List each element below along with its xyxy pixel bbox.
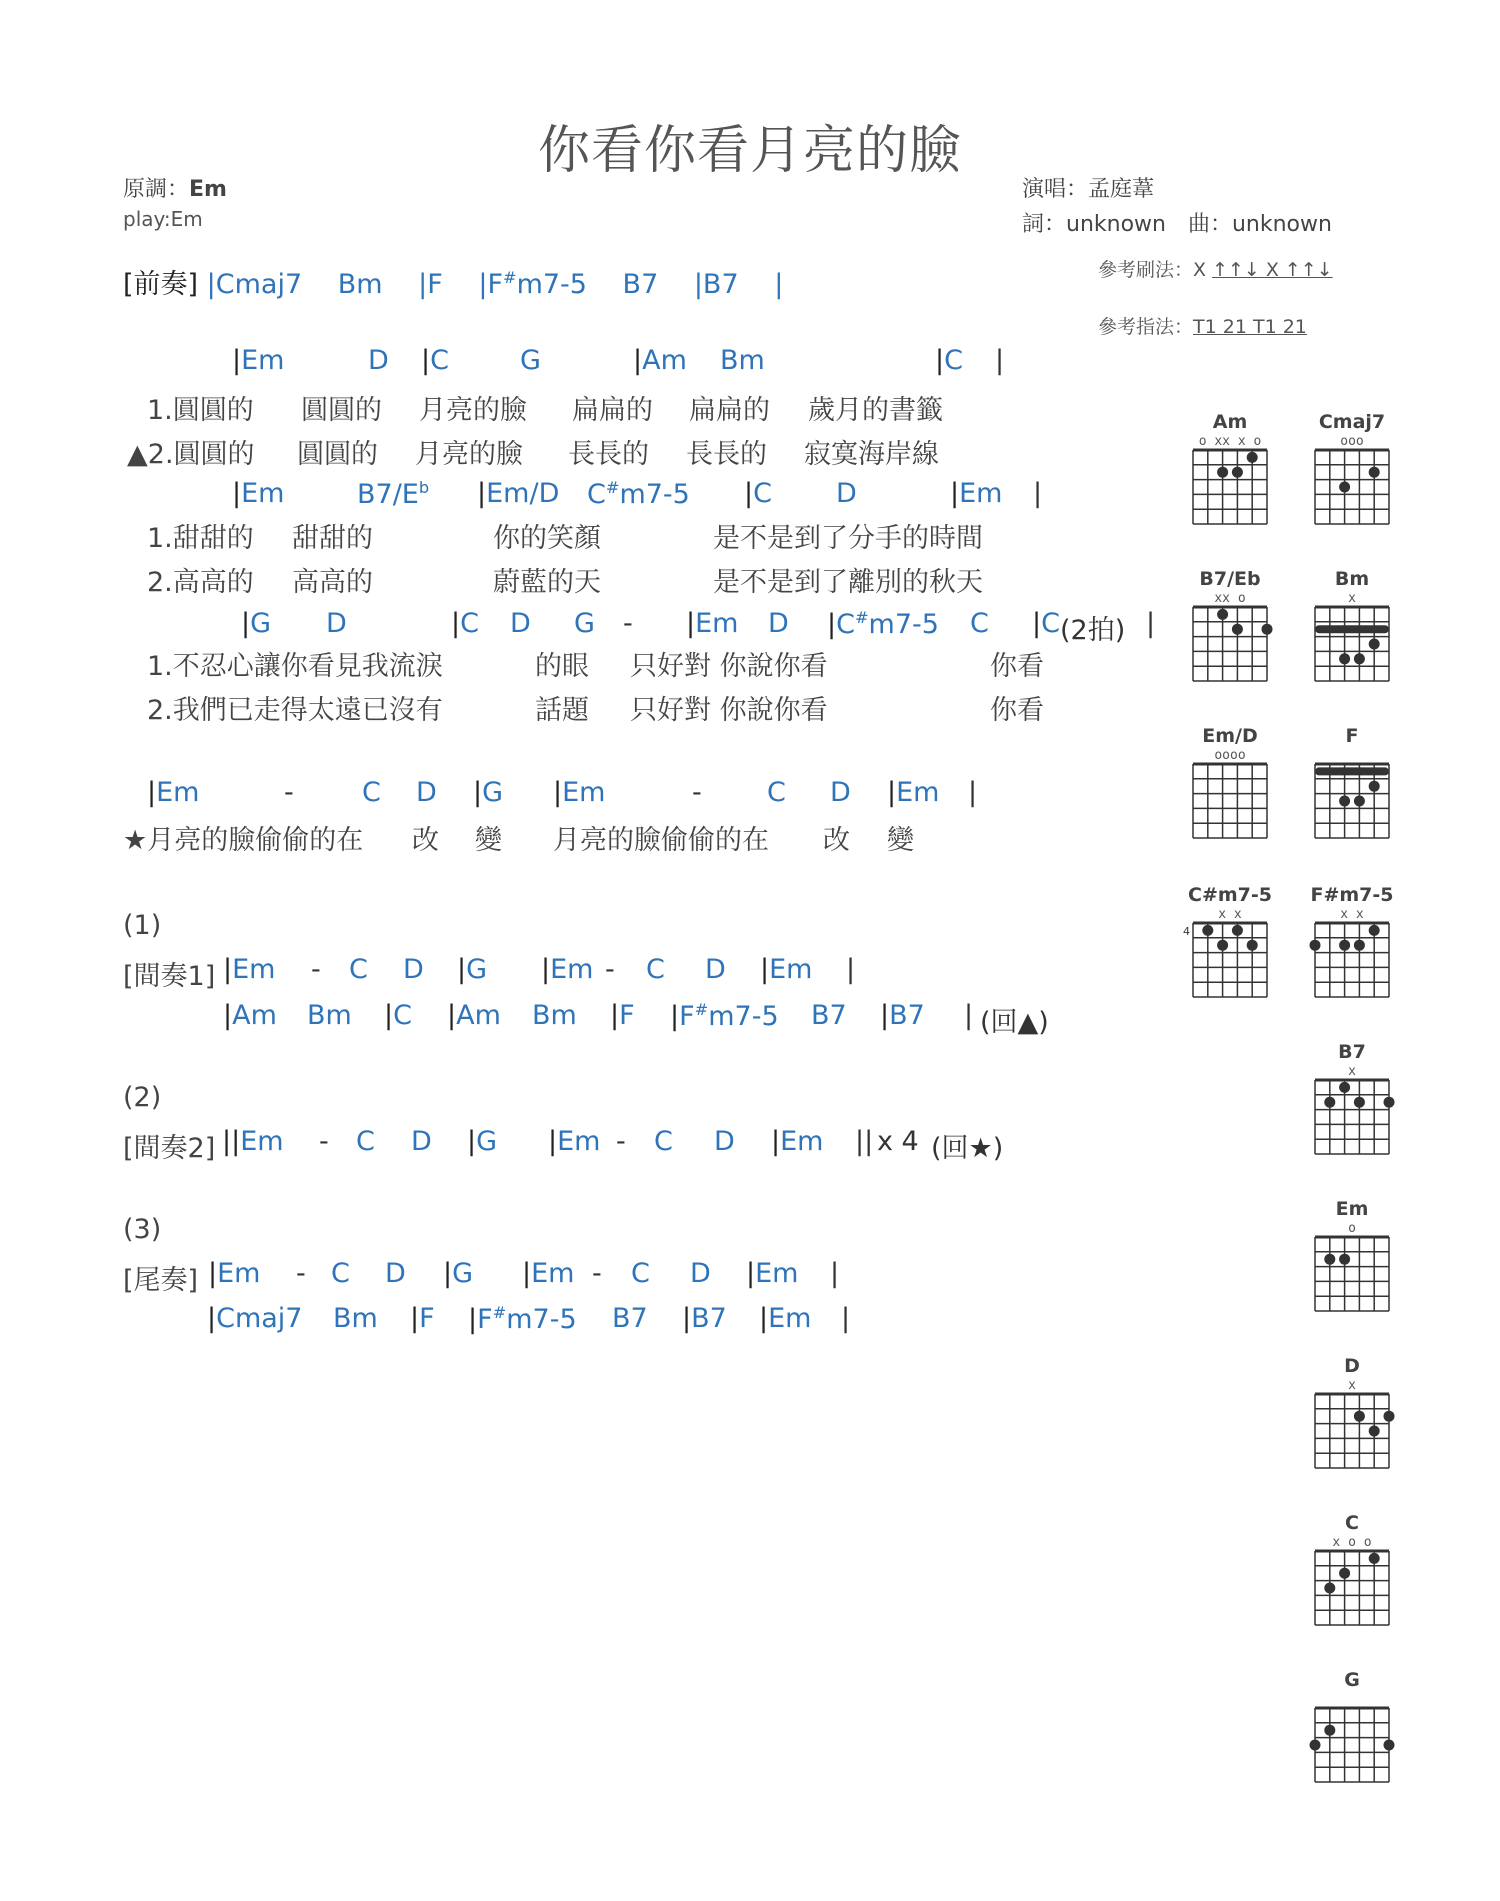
lyric: ★月亮的臉偷偷的在 bbox=[123, 825, 364, 856]
chord-diagram-b7eb bbox=[1170, 567, 1290, 697]
lyric: 變 bbox=[887, 825, 914, 856]
chord-diagram-name: B7 bbox=[1338, 1041, 1366, 1063]
pick-ref: 參考指法：T1 21 T1 21 bbox=[1098, 316, 1307, 338]
section-number: (1) bbox=[123, 910, 162, 941]
chord-diagram-name: Am bbox=[1212, 411, 1248, 433]
chord-diagram-name: F#m7-5 bbox=[1310, 884, 1394, 906]
chord: |F#m7-5 bbox=[670, 1000, 779, 1032]
chord: |G bbox=[457, 954, 488, 985]
chord: |Em bbox=[208, 1258, 261, 1289]
chord: - bbox=[319, 1126, 329, 1157]
lyric: 長長的 bbox=[686, 439, 767, 470]
chord: | bbox=[968, 777, 978, 808]
lyric: 改 bbox=[823, 825, 850, 856]
chord-diagram-d bbox=[1292, 1354, 1412, 1484]
chord: - bbox=[311, 954, 321, 985]
chord: |C bbox=[384, 1000, 412, 1031]
chord: |Em bbox=[232, 478, 285, 509]
chord: - bbox=[692, 777, 702, 808]
lyric: 1.圓圓的 bbox=[147, 395, 254, 426]
chord: |C bbox=[1032, 608, 1060, 639]
chord: |F#m7-5 bbox=[468, 1303, 577, 1335]
chord: Bm bbox=[307, 1000, 352, 1031]
chord-open-strings: x bbox=[1348, 591, 1356, 606]
lyric: 1.甜甜的 bbox=[147, 523, 254, 554]
interlude-tag: [間奏1] bbox=[123, 961, 216, 992]
chord-diagram-name: Bm bbox=[1334, 568, 1370, 590]
lyric: 圓圓的 bbox=[297, 439, 378, 470]
chord: - bbox=[623, 608, 633, 639]
chord: B7 bbox=[811, 1000, 847, 1031]
song-title: 你看你看月亮的臉 bbox=[537, 121, 962, 181]
chord-diagram-name: D bbox=[1344, 1355, 1360, 1377]
chord-open-strings: x x bbox=[1218, 907, 1242, 922]
chord-diagram-name: Em/D bbox=[1202, 725, 1258, 747]
chord: |Em bbox=[950, 478, 1003, 509]
chord: B7 bbox=[612, 1303, 648, 1334]
chord-open-strings: x x bbox=[1340, 907, 1364, 922]
chord: |Em bbox=[147, 777, 200, 808]
chord-diagram-name: Cmaj7 bbox=[1318, 411, 1386, 433]
chord: |Am bbox=[447, 1000, 501, 1031]
chord: C#m7-5 bbox=[587, 478, 690, 510]
lyric: 歲月的書籤 bbox=[808, 395, 943, 426]
chord-diagram-g bbox=[1292, 1668, 1412, 1798]
chord: D bbox=[714, 1126, 735, 1157]
chord-diagram-b7 bbox=[1292, 1040, 1412, 1170]
chord: |Em bbox=[541, 954, 594, 985]
chord: | bbox=[846, 954, 856, 985]
chord: - bbox=[284, 777, 294, 808]
chord: |Em/D bbox=[477, 478, 560, 509]
chord: D bbox=[416, 777, 437, 808]
chord: C bbox=[654, 1126, 673, 1157]
outro-tag: [尾奏] bbox=[123, 1265, 199, 1296]
chord: D bbox=[768, 608, 789, 639]
chord: C bbox=[362, 777, 381, 808]
chord: |Am bbox=[633, 345, 687, 376]
chord-diagram-em bbox=[1292, 1197, 1412, 1327]
chord: C bbox=[970, 608, 989, 639]
chord: C bbox=[767, 777, 786, 808]
chord-diagram-bm bbox=[1292, 567, 1412, 697]
chord: |F bbox=[610, 1000, 635, 1031]
chord-open-strings: x bbox=[1348, 1378, 1356, 1393]
chord: |G bbox=[443, 1258, 474, 1289]
chord-diagram-name: C bbox=[1345, 1512, 1359, 1534]
lyric: 月亮的臉 bbox=[415, 439, 523, 470]
chord: |Em bbox=[746, 1258, 799, 1289]
lyric: 長長的 bbox=[568, 439, 649, 470]
chord: |Em bbox=[771, 1126, 824, 1157]
lyric: 月亮的臉偷偷的在 bbox=[553, 825, 769, 856]
chord: C bbox=[331, 1258, 350, 1289]
lyric: 你看 bbox=[990, 695, 1044, 726]
chord: D bbox=[836, 478, 857, 509]
lyric: 扁扁的 bbox=[572, 395, 653, 426]
chord: |Em bbox=[232, 345, 285, 376]
chord-diagram-name: F bbox=[1345, 725, 1359, 747]
section-number: (2) bbox=[123, 1082, 162, 1113]
lyric: 2.高高的 bbox=[147, 567, 254, 598]
chord-diagram-c bbox=[1292, 1511, 1412, 1641]
lyric: 只好對 你說你看 bbox=[630, 651, 828, 682]
lyric: 你看 bbox=[990, 651, 1044, 682]
intro-chords: |Cmaj7 Bm |F |F#m7-5 B7 |B7 | bbox=[206, 268, 784, 300]
lyric: 圓圓的 bbox=[301, 395, 382, 426]
lyric: 1.不忍心讓你看見我流淚 bbox=[147, 651, 443, 682]
chord: G bbox=[574, 608, 595, 639]
chord: D bbox=[705, 954, 726, 985]
chord: - bbox=[616, 1126, 626, 1157]
chord: ||Em bbox=[222, 1126, 284, 1157]
lyric: 改 bbox=[412, 825, 439, 856]
intro-line bbox=[123, 262, 783, 301]
lyric: 甜甜的 bbox=[292, 523, 373, 554]
chord-diagram-fm75 bbox=[1292, 883, 1412, 1013]
chord: |C bbox=[935, 345, 963, 376]
interlude-tag: [間奏2] bbox=[123, 1133, 216, 1164]
chord-open-strings: xx o bbox=[1214, 591, 1246, 606]
chord-diagram-name: G bbox=[1344, 1669, 1360, 1691]
lyric: ▲2.圓圓的 bbox=[127, 439, 255, 470]
chord-diagram-name: C#m7-5 bbox=[1188, 884, 1272, 906]
original-key: 原調：Em bbox=[123, 177, 227, 202]
credits: 詞：unknown 曲：unknown bbox=[1022, 212, 1332, 237]
chord-open-strings: ooo bbox=[1340, 434, 1364, 449]
intro-tag: [前奏] bbox=[123, 269, 199, 300]
chord: (2拍) bbox=[1060, 615, 1126, 646]
chord: D bbox=[510, 608, 531, 639]
chord: |G bbox=[467, 1126, 498, 1157]
chord-diagram-cm75 bbox=[1170, 883, 1290, 1013]
chord-diagram-f bbox=[1292, 724, 1412, 854]
chord: |B7 bbox=[880, 1000, 925, 1031]
chord: - bbox=[605, 954, 615, 985]
lyric: 變 bbox=[475, 825, 502, 856]
lyric: 你的笑顏 bbox=[493, 523, 601, 554]
chord: |C#m7-5 bbox=[827, 608, 939, 640]
chord-diagram-name: Em bbox=[1335, 1198, 1369, 1220]
lyric: 月亮的臉 bbox=[419, 395, 527, 426]
chord: |Em bbox=[760, 954, 813, 985]
chord: D bbox=[830, 777, 851, 808]
chord: (回▲) bbox=[980, 1007, 1049, 1038]
chord-open-strings: x o o bbox=[1332, 1535, 1372, 1550]
chord-diagram-am bbox=[1170, 410, 1290, 540]
chord: D bbox=[690, 1258, 711, 1289]
strum-ref: 參考刷法：X ↑↑↓ X ↑↑↓ bbox=[1098, 259, 1333, 281]
chord: | bbox=[830, 1258, 840, 1289]
chord: Bm bbox=[532, 1000, 577, 1031]
chord: x 4 bbox=[877, 1126, 919, 1157]
chord: |Em bbox=[887, 777, 940, 808]
chord: |G bbox=[473, 777, 504, 808]
chord-open-strings: oooo bbox=[1214, 748, 1246, 763]
chord: (回★) bbox=[931, 1133, 1004, 1164]
chord-diagram-name: B7/Eb bbox=[1199, 568, 1261, 590]
chord: $B7/E^b$ bbox=[357, 478, 430, 510]
chord: |Em bbox=[686, 608, 739, 639]
chord: C bbox=[349, 954, 368, 985]
chord: |C bbox=[421, 345, 449, 376]
lyric: 是不是到了離別的秋天 bbox=[713, 567, 983, 598]
singer: 演唱：孟庭葦 bbox=[1022, 177, 1155, 202]
chord-diagram-emd bbox=[1170, 724, 1290, 854]
lyric: 2.我們已走得太遠已沒有 bbox=[147, 695, 443, 726]
chord: Bm bbox=[333, 1303, 378, 1334]
chord: |Am bbox=[223, 1000, 277, 1031]
lyric: 是不是到了分手的時間 bbox=[713, 523, 983, 554]
lyric: 扁扁的 bbox=[689, 395, 770, 426]
lyric: 蔚藍的天 bbox=[493, 567, 601, 598]
chord: |G bbox=[241, 608, 272, 639]
chord-open-strings: x bbox=[1348, 1064, 1356, 1079]
chord: |Em bbox=[522, 1258, 575, 1289]
section-number: (3) bbox=[123, 1214, 162, 1245]
chord: |Cmaj7 bbox=[207, 1303, 303, 1334]
lyric: 話題 bbox=[535, 695, 589, 726]
chord: D bbox=[411, 1126, 432, 1157]
lyric: 的眼 bbox=[535, 651, 589, 682]
chord: Bm bbox=[720, 345, 765, 376]
chord: |Em bbox=[759, 1303, 812, 1334]
chord: D bbox=[326, 608, 347, 639]
chord: - bbox=[592, 1258, 602, 1289]
chord: |Em bbox=[553, 777, 606, 808]
chord-open-strings: o xx x o bbox=[1198, 434, 1262, 449]
chord: | bbox=[964, 1000, 974, 1031]
chord: |B7 bbox=[682, 1303, 727, 1334]
chord: C bbox=[356, 1126, 375, 1157]
chord-open-strings: o bbox=[1348, 1221, 1356, 1236]
chord: |C bbox=[451, 608, 479, 639]
chord: D bbox=[403, 954, 424, 985]
chord: |Em bbox=[548, 1126, 601, 1157]
chord-fret-number: 4 bbox=[1183, 925, 1190, 938]
chord: || bbox=[855, 1126, 874, 1157]
chord: | bbox=[995, 345, 1005, 376]
chord: G bbox=[520, 345, 541, 376]
chord: D bbox=[368, 345, 389, 376]
chord: | bbox=[841, 1303, 851, 1334]
chord: |Em bbox=[223, 954, 276, 985]
lyric: 寂寞海岸線 bbox=[804, 439, 939, 470]
chord: | bbox=[1146, 608, 1156, 639]
lyric: 高高的 bbox=[292, 567, 373, 598]
chord: C bbox=[631, 1258, 650, 1289]
play-key: play:Em bbox=[123, 207, 203, 231]
chord: | bbox=[1033, 478, 1043, 509]
chord: C bbox=[646, 954, 665, 985]
chord: |C bbox=[744, 478, 772, 509]
chord: - bbox=[296, 1258, 306, 1289]
lyric: 只好對 你說你看 bbox=[630, 695, 828, 726]
chord: |F bbox=[410, 1303, 435, 1334]
chord-diagram-cmaj7 bbox=[1292, 410, 1412, 540]
chord: D bbox=[385, 1258, 406, 1289]
